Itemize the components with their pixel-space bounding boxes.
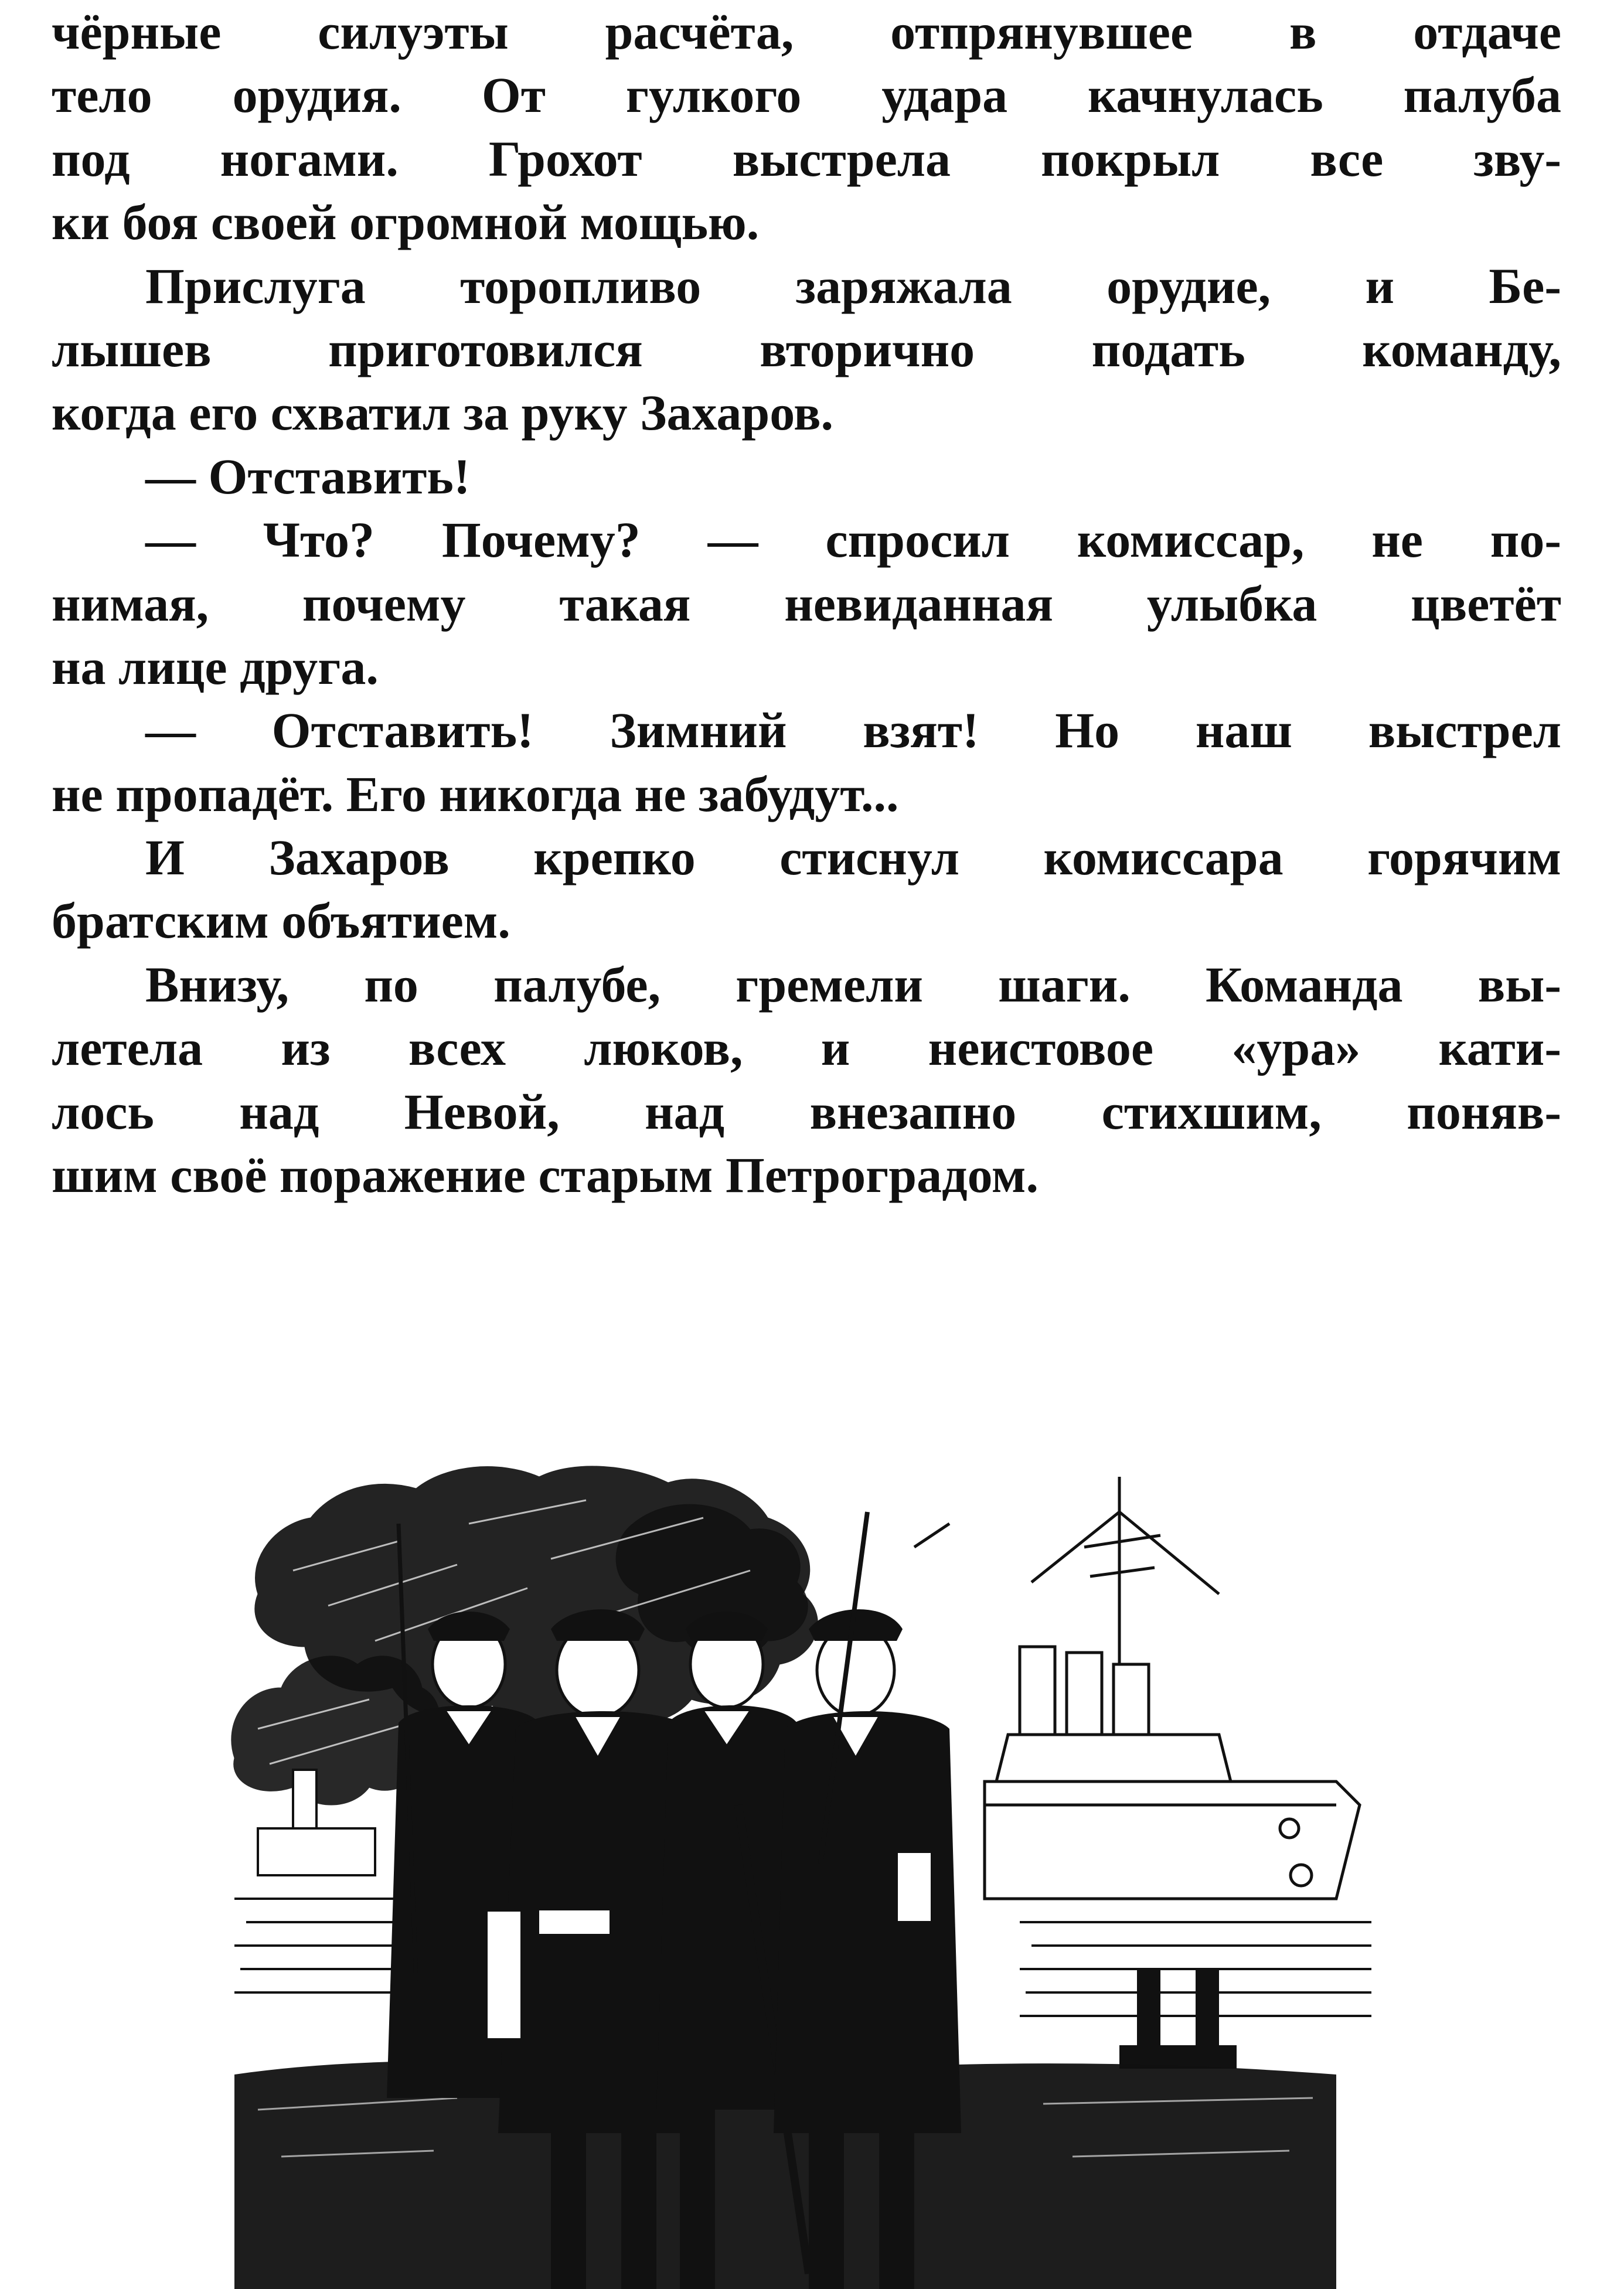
illustration-drawing: [223, 1453, 1430, 2289]
text-line: Внизу, по палубе, гремели шаги. Команда вы-: [145, 956, 1561, 1013]
text-line: на лице друга.: [52, 638, 379, 695]
text-line: Прислуга торопливо заряжала орудие, и Бе-: [145, 257, 1561, 314]
text-line: И Захаров крепко стиснул комиссара горячим: [145, 829, 1561, 886]
text-line: чёрные силуэты расчёта, отпрянувшее в отдаче: [52, 4, 1561, 60]
text-line: братским объятием.: [52, 893, 510, 949]
text-line: не пропадёт. Его никогда не забудут...: [52, 765, 899, 822]
text-line: когда его схватил за руку Захаров.: [52, 384, 834, 441]
sailors-and-cruiser-illustration: [223, 1453, 1430, 2289]
text-line: — Что? Почему? — спросил комиссар, не по-: [145, 512, 1561, 568]
text-line: тело орудия. От гулкого удара качнулась палуба: [52, 67, 1561, 124]
cruiser-ship: [914, 1477, 1360, 1899]
bollard: [1119, 1969, 1237, 2069]
body-text: [52, 0, 1561, 1207]
text-line: — Отставить!: [145, 448, 471, 505]
text-line: нимая, почему такая невиданная улыбка цветёт: [52, 575, 1561, 632]
text-line: летела из всех люков, и неистовое «ура» кати-: [52, 1020, 1561, 1077]
text-line: под ногами. Грохот выстрела покрыл все зву-: [52, 130, 1561, 187]
text-line: лось над Невой, над внезапно стихшим, поняв-: [52, 1083, 1561, 1140]
text-line: шим своё поражение старым Петроградом.: [52, 1147, 1039, 1204]
text-line: — Отставить! Зимний взят! Но наш выстрел: [145, 702, 1561, 759]
text-line: ки боя своей огромной мощью.: [52, 194, 760, 251]
text-line: лышев приготовился вторично подать команду,: [52, 321, 1561, 377]
